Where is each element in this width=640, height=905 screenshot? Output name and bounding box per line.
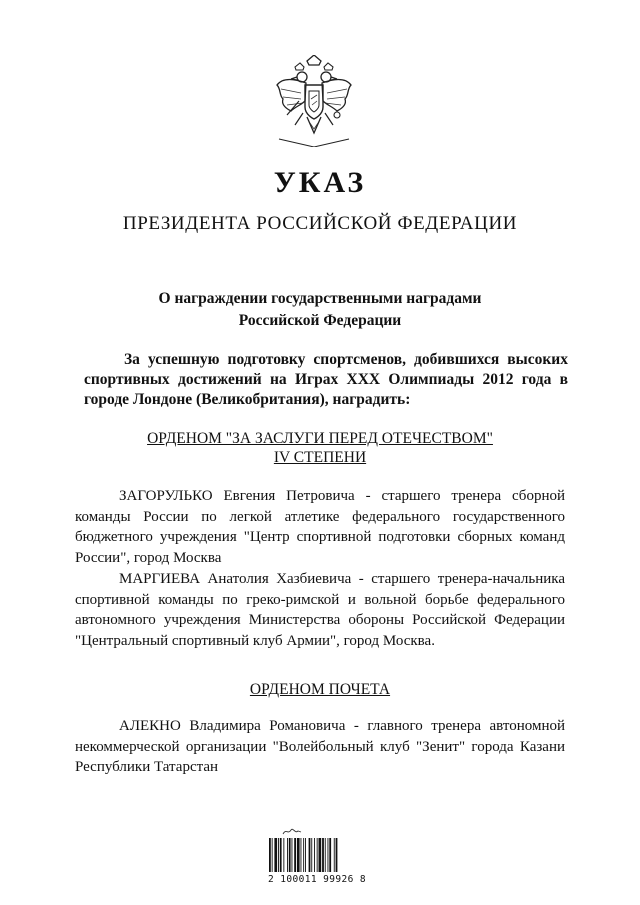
order-heading-honour	[0, 680, 640, 699]
subject-line-2: Российской Федерации	[238, 312, 402, 329]
signature-mark	[282, 826, 302, 836]
order-heading-line-2: IV СТЕПЕНИ	[273, 449, 367, 466]
decree-subtitle: ПРЕЗИДЕНТА РОССИЙСКОЙ ФЕДЕРАЦИИ	[122, 213, 518, 234]
order-heading-merit	[0, 429, 640, 467]
barcode-icon	[268, 838, 362, 872]
order-heading-line-1: ОРДЕНОМ "ЗА ЗАСЛУГИ ПЕРЕД ОТЕЧЕСТВОМ"	[147, 430, 493, 447]
decree-preamble: За успешную подготовку спортсменов, добившихся высоких спортивных достижений на Играх XXX Олимпиады 2012 года в городе Лондоне (Великобритания), наградить:	[84, 351, 568, 408]
russian-coat-of-arms-icon	[273, 55, 355, 147]
award-recipient: МАРГИЕВА Анатолия Хазбиевича - старшего тренера-начальника спортивной команды по греко-римской и вольной борьбе федерального автономного учреждения Министерства обороны Российской Федерации "Центральный спортивный клуб Армии", город Москва.	[75, 571, 565, 649]
decree-title: УКАЗ	[273, 166, 367, 199]
subject-line-1: О награждении государственными наградами	[158, 290, 482, 307]
barcode-number: 2 100011 99926 8	[268, 874, 366, 885]
award-recipient: АЛЕКНО Владимира Романовича - главного тренера автономной некоммерческой организации "Волейбольный клуб "Зенит" города Казани Республики Татарстан	[75, 718, 565, 775]
order-heading-line-1: ОРДЕНОМ ПОЧЕТА	[249, 681, 391, 698]
award-recipient: ЗАГОРУЛЬКО Евгения Петровича - старшего тренера сборной команды России по легкой атлетике федерального государственного бюджетного учреждения "Центр спортивной подготовки сборных команд России", город Москва	[75, 488, 565, 566]
decree-subject	[0, 288, 640, 332]
